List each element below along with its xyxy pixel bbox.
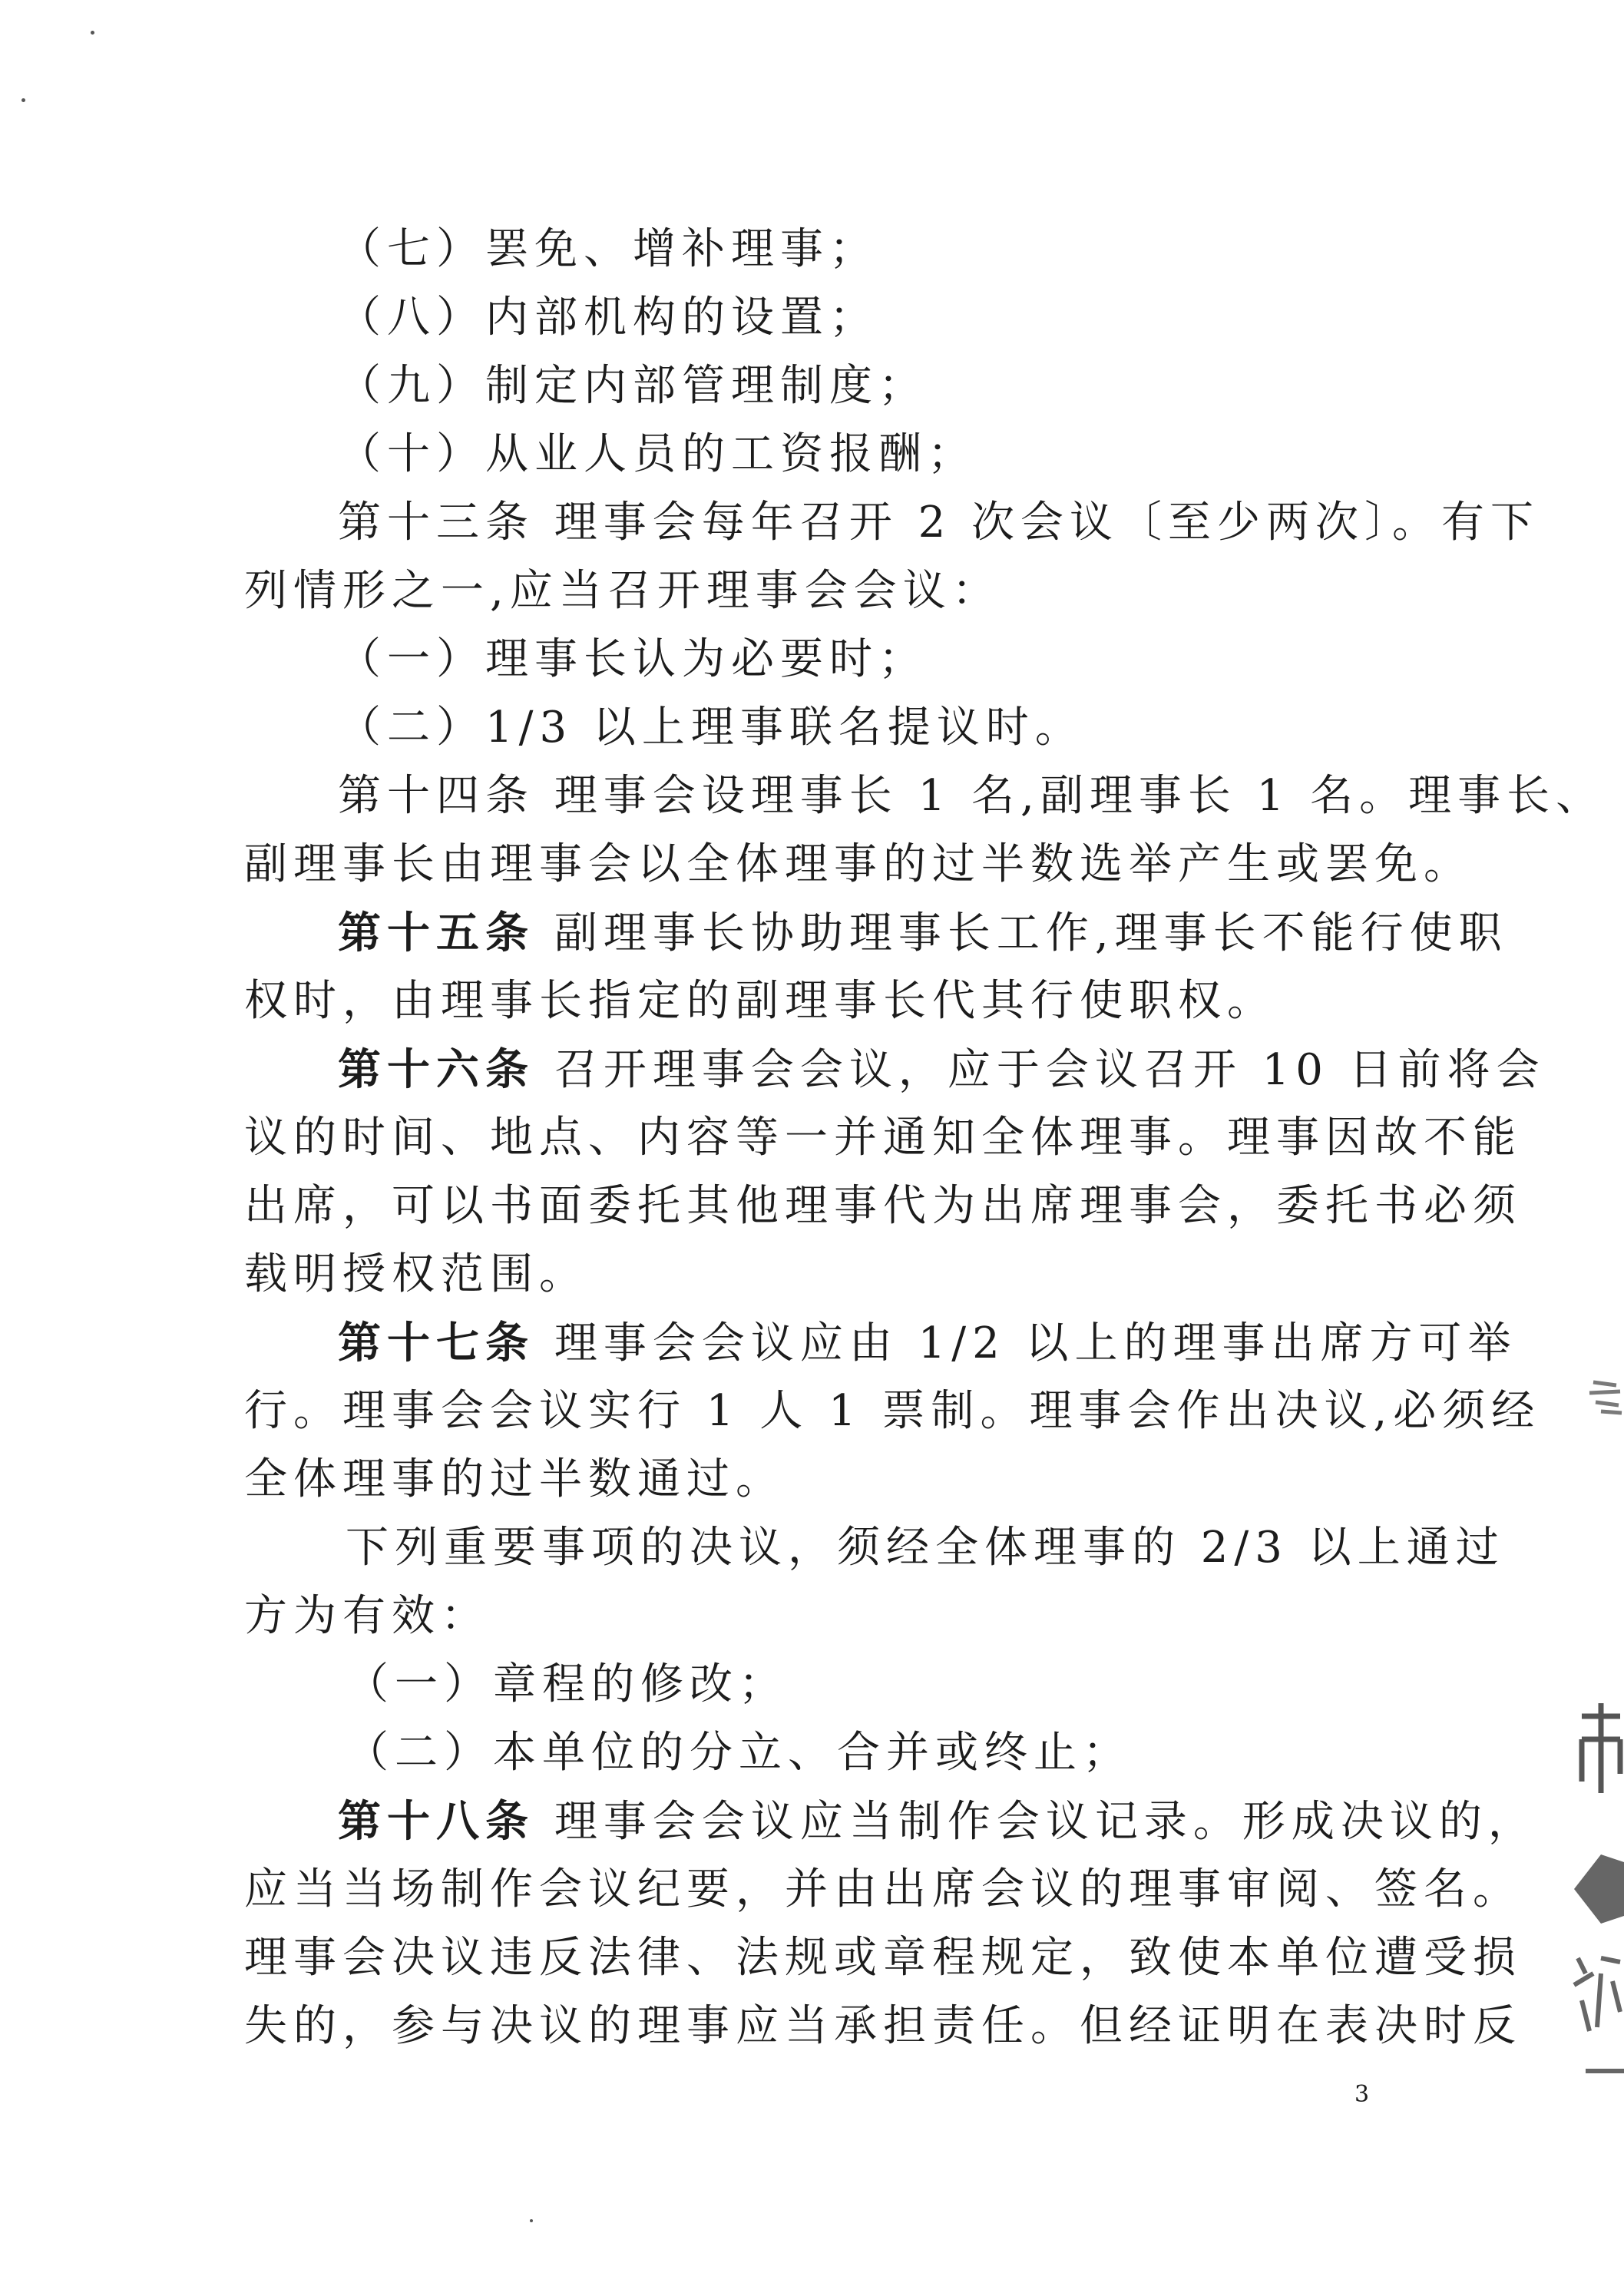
- article-text: 理事会会议应由 1/2 以上的理事出席方可举: [554, 1318, 1517, 1368]
- text-line: 副理事长由理事会以全体理事的过半数选举产生或罢免。: [244, 839, 1473, 889]
- text-line: 载明授权范围。: [244, 1249, 588, 1299]
- text-line: 全体理事的过半数通过。: [244, 1454, 785, 1504]
- article-17-line: [338, 1308, 1517, 1378]
- article-14-line: 第十四条 理事会设理事长 1 名,副理事长 1 名。理事长、: [338, 771, 1606, 821]
- seal-fragment-icon: [1559, 2062, 1624, 2080]
- scan-speck: [21, 98, 25, 102]
- seal-fragment-icon: [1559, 1943, 1624, 2043]
- text-line: （七）罢免、增补理事；: [338, 224, 878, 274]
- article-16-line: [338, 1035, 1546, 1104]
- text-line: 列情形之一,应当召开理事会会议：: [244, 566, 1001, 616]
- text-line: 出席，可以书面委托其他理事代为出席理事会，委托书必须: [244, 1181, 1522, 1231]
- text-line: 应当当场制作会议纪要，并由出席会议的理事审阅、签名。: [244, 1864, 1522, 1914]
- text-line: 议的时间、地点、内容等一并通知全体理事。理事因故不能: [244, 1113, 1522, 1163]
- scan-speck: [530, 2219, 533, 2222]
- text-line: （九）制定内部管理制度；: [338, 361, 928, 411]
- seal-fragment-icon: [1559, 1697, 1624, 1797]
- text-line: （二）1/3 以上理事联名提议时。: [338, 703, 1084, 753]
- article-text: 召开理事会会议，应于会议召开 10 日前将会: [554, 1045, 1546, 1095]
- page-number: 3: [1354, 2081, 1370, 2108]
- article-13-line: 第十三条 理事会每年召开 2 次会议〔至少两次〕。有下: [338, 498, 1540, 548]
- text-line: 理事会决议违反法律、法规或章程规定，致使本单位遭受损: [244, 1933, 1522, 1983]
- article-label: 第十六条: [338, 1044, 534, 1095]
- text-line: （一）理事长认为必要时；: [338, 634, 928, 684]
- seal-fragment-icon: [1559, 1843, 1624, 1935]
- article-15-line: [338, 898, 1508, 968]
- seal-fragment-icon: [1559, 1375, 1624, 1421]
- article-text: 理事会会议应当制作会议记录。形成决议的，: [554, 1797, 1537, 1847]
- text-line: （十）从业人员的工资报酬；: [338, 429, 977, 479]
- article-18-line: [338, 1787, 1537, 1856]
- text-line: 方为有效：: [244, 1591, 490, 1641]
- text-line: （一）章程的修改；: [346, 1659, 788, 1709]
- text-line: （二）本单位的分立、合并或终止；: [346, 1728, 1132, 1778]
- article-label: 第十八条: [338, 1796, 534, 1847]
- article-text: 副理事长协助理事长工作,理事长不能行使职: [554, 908, 1508, 958]
- text-line: 权时，由理事长指定的副理事长代其行使职权。: [244, 976, 1276, 1026]
- text-line: （八）内部机构的设置；: [338, 293, 878, 342]
- scan-speck: [91, 31, 94, 35]
- text-line: 行。理事会会议实行 1 人 1 票制。理事会作出决议,必须经: [244, 1386, 1541, 1436]
- text-line: 失的，参与决议的理事应当承担责任。但经证明在表决时反: [244, 2001, 1522, 2051]
- article-label: 第十五条: [338, 908, 534, 958]
- text-line: 下列重要事项的决议，须经全体理事的 2/3 以上通过: [346, 1523, 1505, 1573]
- article-label: 第十七条: [338, 1318, 534, 1368]
